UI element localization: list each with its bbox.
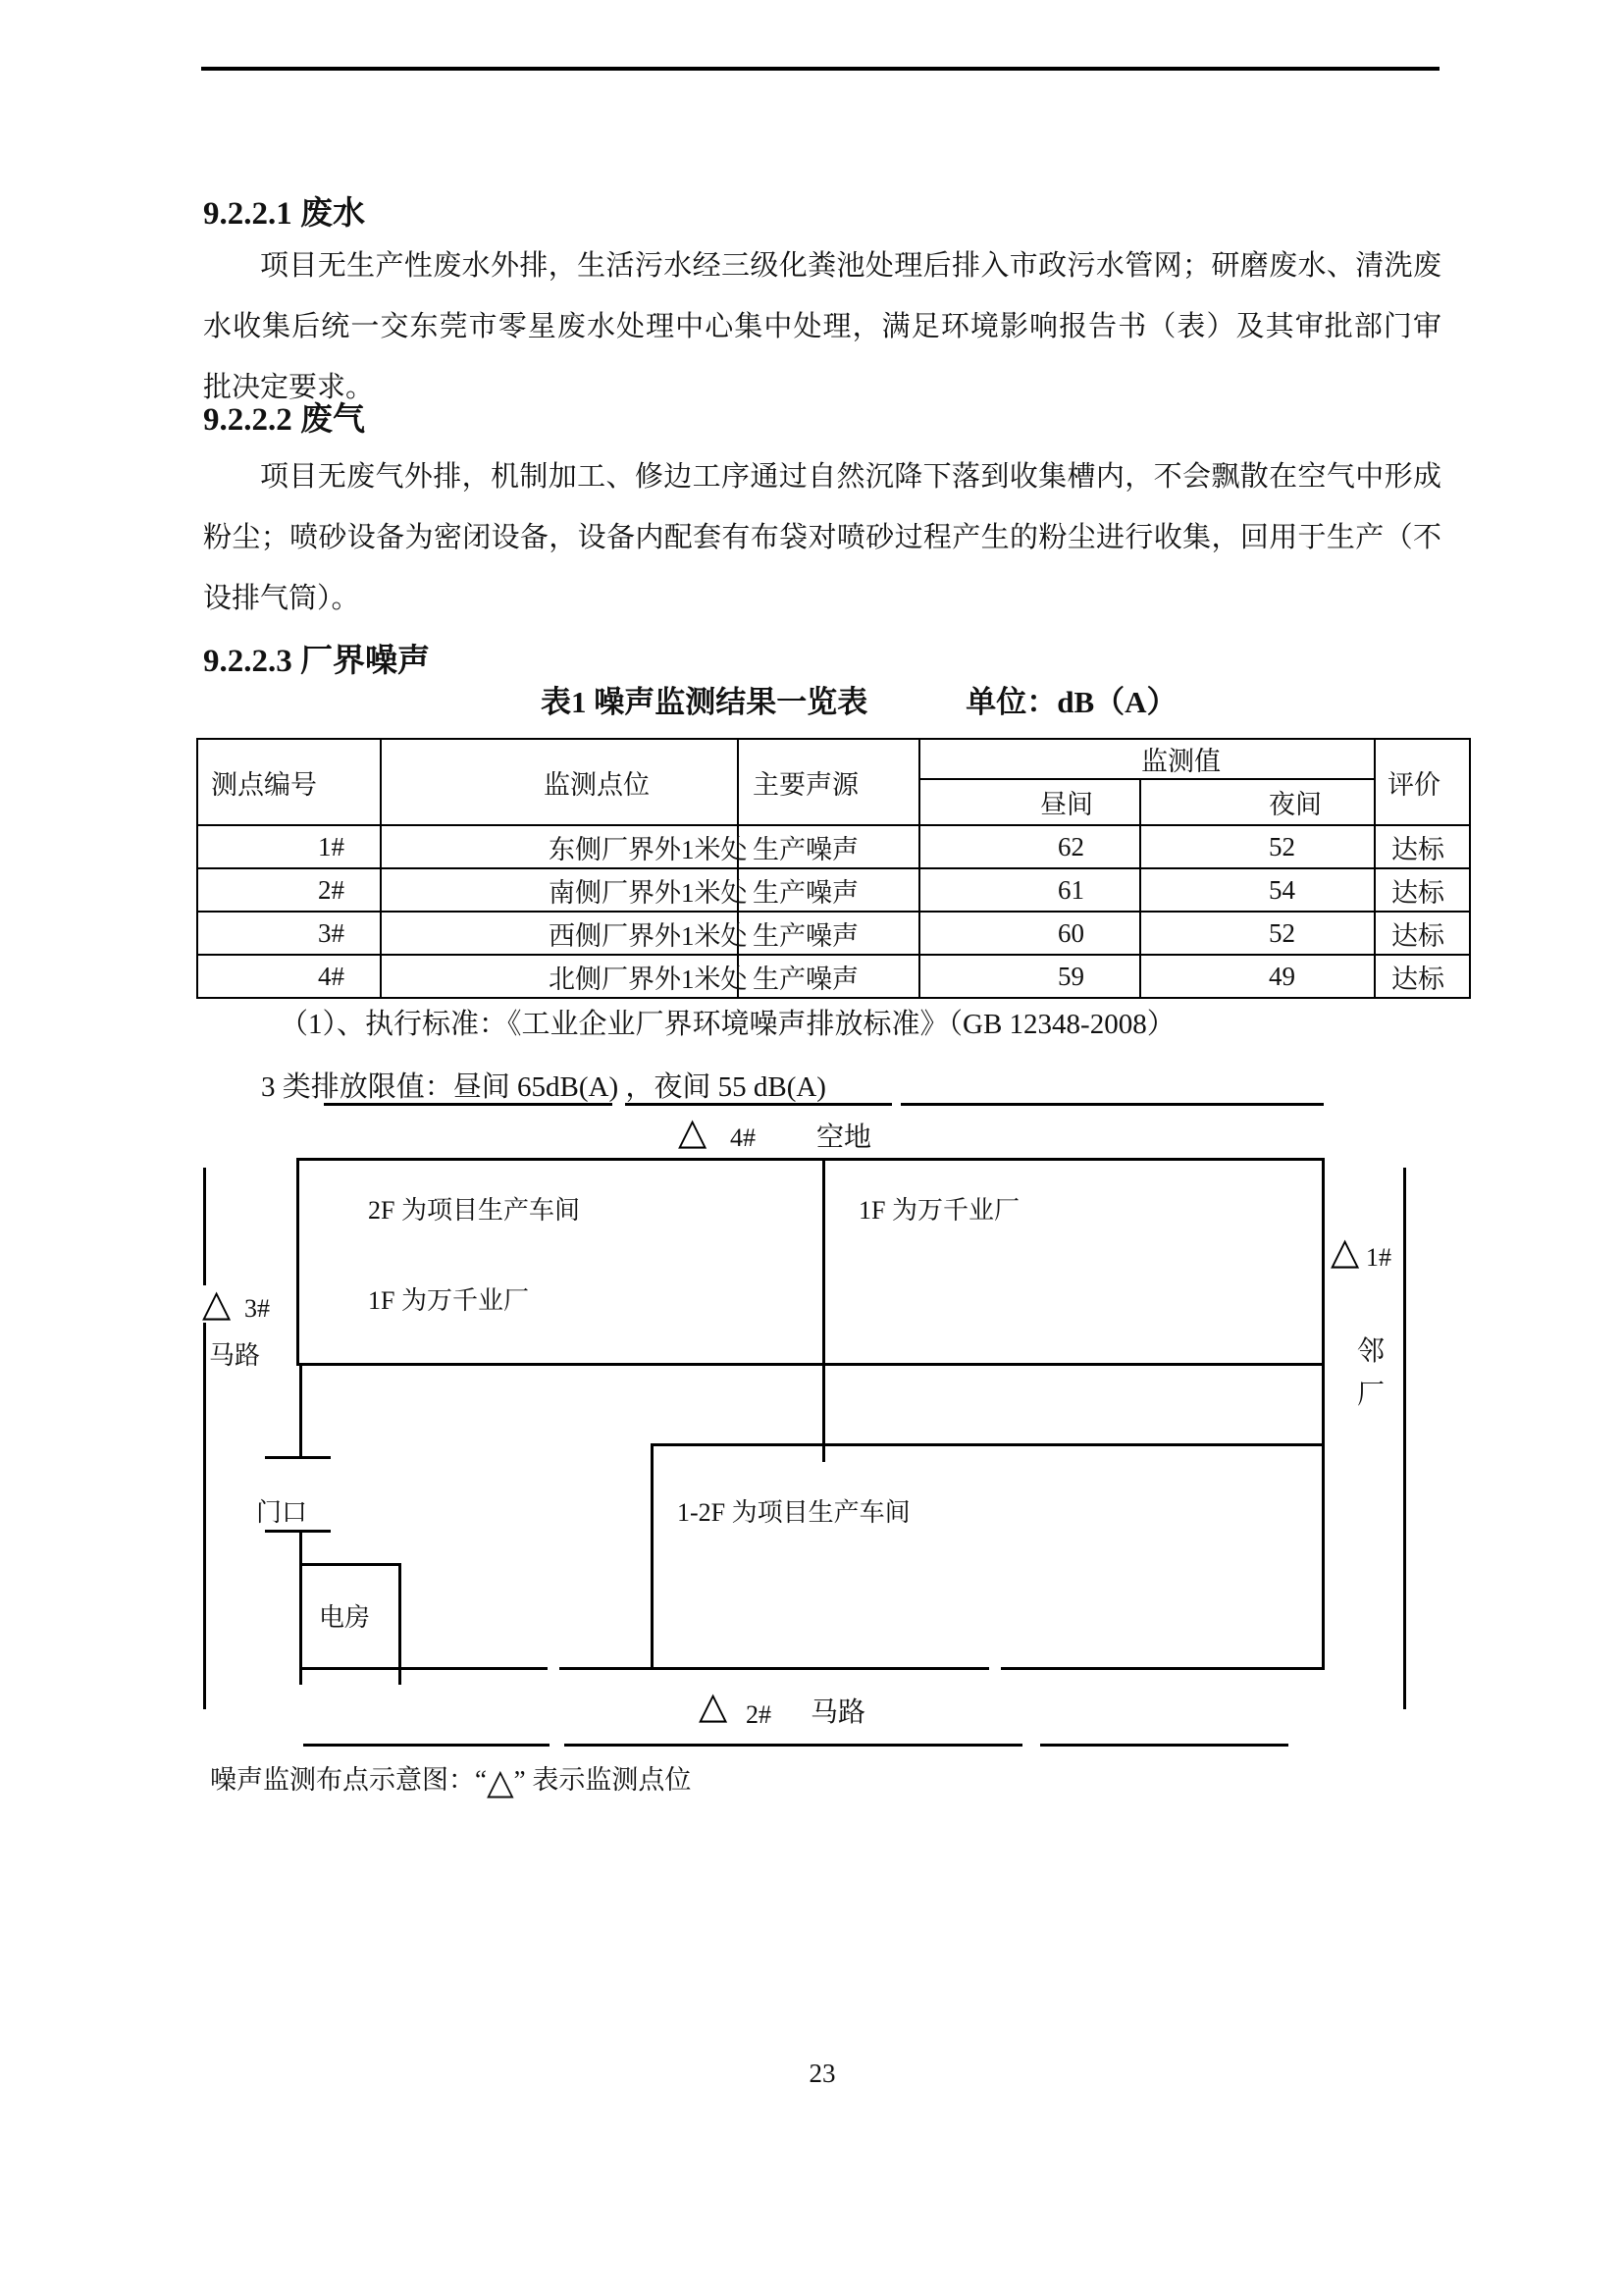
table-row: [197, 955, 1470, 998]
table-row: [197, 825, 1470, 868]
cell-source: 生产噪声: [738, 868, 919, 912]
paragraph-waste-gas: [203, 446, 1441, 629]
cell-night: 52: [1140, 912, 1375, 955]
cell-night: 54: [1140, 868, 1375, 912]
cell-evaluation: 达标: [1375, 955, 1470, 998]
cell-evaluation: 达标: [1375, 868, 1470, 912]
cell-point: 3#: [197, 912, 381, 955]
cell-day: 59: [919, 955, 1140, 998]
gate-wall-upper: [299, 1363, 302, 1456]
col-header-evaluation: 评价: [1375, 739, 1470, 825]
gate-tick-bottom: [265, 1530, 331, 1533]
monitor-point-4-label: 4#: [730, 1123, 756, 1152]
cell-location: 北侧厂界外1米处: [381, 955, 738, 998]
lower-workshop-label: 1-2F 为项目生产车间: [677, 1498, 911, 1527]
cell-evaluation: 达标: [1375, 825, 1470, 868]
open-space-label: 空地: [816, 1122, 872, 1153]
cell-day: 61: [919, 868, 1140, 912]
diagram-line: [559, 1667, 989, 1670]
noise-monitoring-table: [196, 738, 1471, 999]
diagram-caption: [210, 1760, 691, 1801]
gate-tick-top: [265, 1456, 331, 1459]
caption-prefix: 噪声监测布点示意图：“: [210, 1765, 487, 1795]
cell-source: 生产噪声: [738, 955, 919, 998]
header-rule: [201, 67, 1440, 71]
table-title-row: [541, 681, 1178, 724]
paragraph-line: 设排气筒）。: [203, 583, 360, 614]
road-bottom-label: 马路: [811, 1697, 866, 1728]
diagram-line: [303, 1744, 550, 1747]
col-header-location: 监测点位: [381, 739, 738, 825]
upper-building-left: [296, 1158, 299, 1363]
upper-left-1f-label: 1F 为万千业厂: [368, 1286, 529, 1315]
neighbor-factory-label: 邻: [1357, 1336, 1386, 1367]
cell-location: 西侧厂界外1米处: [381, 912, 738, 955]
heading-wastewater: 9.2.2.1 废水: [203, 196, 365, 232]
monitor-point-3-icon: △: [202, 1283, 232, 1325]
paragraph-line: 水收集后统一交东莞市零星废水处理中心集中处理，满足环境影响报告书（表）及其审批部门审: [203, 311, 1441, 342]
table-row: [197, 868, 1470, 912]
table-row: [197, 912, 1470, 955]
road-left-label: 马路: [209, 1340, 260, 1373]
noise-monitoring-diagram: [0, 1097, 1623, 1823]
paragraph-line: 项目无生产性废水外排，生活污水经三级化粪池处理后排入市政污水管网；研磨废水、清洗废: [260, 250, 1441, 282]
gate-label: 门口: [256, 1497, 307, 1530]
diagram-line: [564, 1744, 1022, 1747]
page-number: 23: [809, 2059, 836, 2088]
cell-evaluation: 达标: [1375, 912, 1470, 955]
diagram-line: [324, 1103, 612, 1106]
building-divider: [822, 1158, 825, 1462]
cell-night: 52: [1140, 825, 1375, 868]
upper-building-bottom: [296, 1363, 1325, 1366]
diagram-line: [1040, 1744, 1288, 1747]
monitor-point-2-icon: △: [699, 1686, 728, 1727]
upper-right-1f-label: 1F 为万千业厂: [859, 1196, 1020, 1225]
caption-suffix: ” 表示监测点位: [513, 1765, 692, 1795]
cell-night: 49: [1140, 955, 1375, 998]
cell-location: 东侧厂界外1米处: [381, 825, 738, 868]
lower-building-left: [651, 1443, 654, 1667]
cell-source: 生产噪声: [738, 825, 919, 868]
col-header-source: 主要声源: [738, 739, 919, 825]
cell-location: 南侧厂界外1米处: [381, 868, 738, 912]
gate-wall-lower: [299, 1530, 302, 1685]
col-header-day: 昼间: [919, 779, 1140, 825]
monitor-point-2-label: 2#: [746, 1700, 771, 1729]
cell-day: 62: [919, 825, 1140, 868]
table-title: 表1 噪声监测结果一览表: [541, 685, 868, 719]
paragraph-line: 项目无废气外排，机制加工、修边工序通过自然沉降下落到收集槽内，不会飘散在空气中形成: [260, 461, 1441, 493]
diagram-line: [299, 1667, 548, 1670]
cell-day: 60: [919, 912, 1140, 955]
diagram-right-boundary: [1403, 1168, 1406, 1709]
neighbor-factory-label: 厂: [1357, 1380, 1386, 1410]
cell-point: 1#: [197, 825, 381, 868]
cell-source: 生产噪声: [738, 912, 919, 955]
monitor-point-1-label: 1#: [1366, 1243, 1391, 1272]
upper-left-2f-label: 2F 为项目生产车间: [368, 1196, 580, 1225]
diagram-left-boundary: [203, 1168, 206, 1709]
col-header-value-group: 监测值: [919, 739, 1375, 779]
paragraph-wastewater: [203, 235, 1441, 418]
lower-building-top: [651, 1443, 1325, 1446]
electric-room-label: 电房: [319, 1603, 371, 1632]
triangle-legend-icon: △: [486, 1762, 514, 1801]
table-unit: 单位：dB（A）: [966, 685, 1178, 719]
note-standard: （1）、执行标准：《工业企业厂界环境噪声排放标准》（GB 12348-2008）: [280, 1009, 1176, 1040]
cell-point: 4#: [197, 955, 381, 998]
paragraph-line: 粉尘；喷砂设备为密闭设备，设备内配套有布袋对喷砂过程产生的粉尘进行收集，回用于生产（不: [203, 522, 1441, 553]
monitor-point-1-icon: △: [1331, 1231, 1360, 1273]
heading-waste-gas: 9.2.2.2 废气: [203, 402, 365, 438]
diagram-line: [1001, 1667, 1325, 1670]
electric-room-top: [299, 1563, 398, 1566]
note-limits: 3 类排放限值：昼间 65dB(A) ，夜间 55 dB(A): [261, 1071, 826, 1103]
col-header-night: 夜间: [1140, 779, 1375, 825]
diagram-line: [625, 1103, 892, 1106]
diagram-line: [901, 1103, 1324, 1106]
heading-boundary-noise: 9.2.2.3 厂界噪声: [203, 644, 430, 679]
building-right-wall: [1322, 1158, 1325, 1667]
paragraph-line: 批决定要求。: [203, 372, 375, 403]
monitor-point-3-label: 3#: [244, 1294, 270, 1323]
upper-building-top: [296, 1158, 1325, 1161]
col-header-point: 测点编号: [197, 739, 381, 825]
cell-point: 2#: [197, 868, 381, 912]
monitor-point-4-icon: △: [678, 1112, 707, 1153]
